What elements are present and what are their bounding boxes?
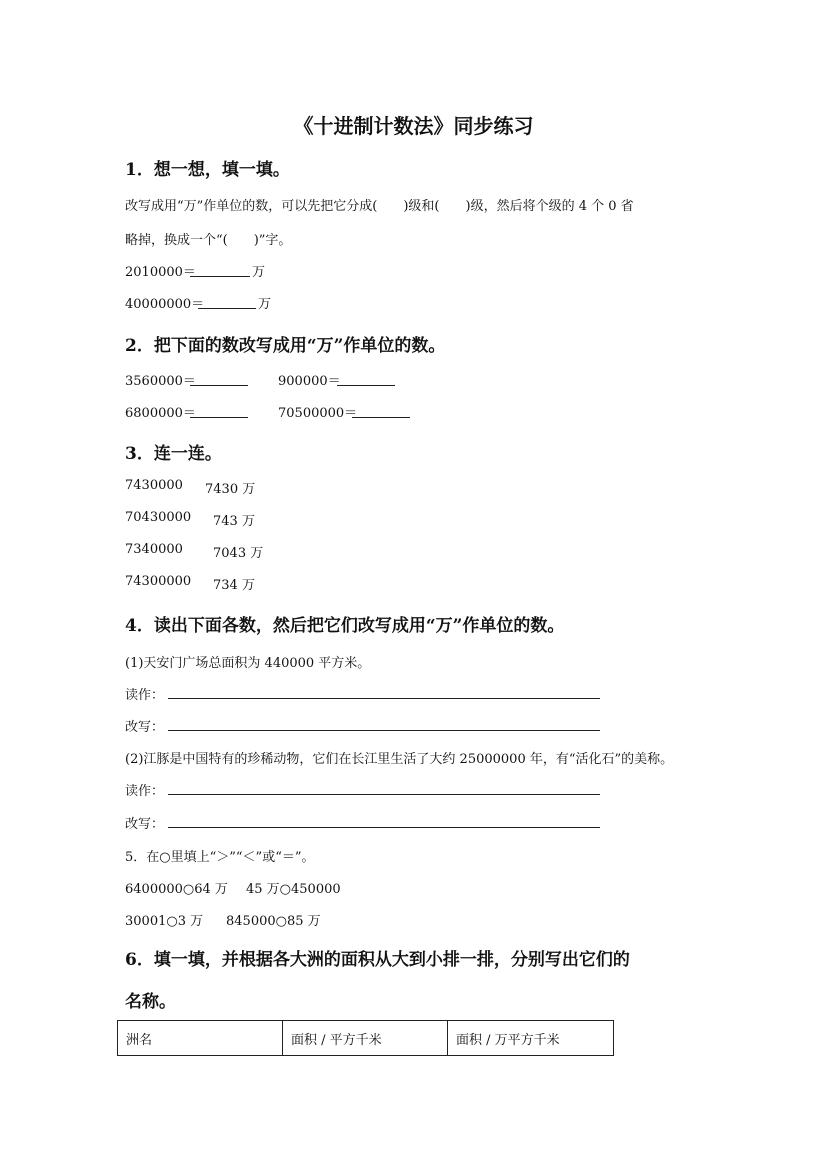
q3-right-2: 743 万 xyxy=(213,514,255,529)
q4-part1: (1)天安门广场总面积为 440000 平方米。 xyxy=(125,656,371,671)
q2-item-2-blank[interactable] xyxy=(337,385,395,386)
q1-item2-blank[interactable] xyxy=(198,308,256,309)
q4-part2-read-label: 读作： xyxy=(125,784,165,799)
q2-item-3-blank[interactable] xyxy=(190,417,248,418)
table-header-row xyxy=(118,1021,614,1056)
q6-heading-line2: 名称。 xyxy=(125,992,176,1012)
q4-part2: (2)江豚是中国特有的珍稀动物，它们在长江里生活了大约 25000000 年，有“活化石”的美称。 xyxy=(125,752,674,767)
q1-item1-blank[interactable] xyxy=(190,276,250,277)
q1-item1-left: 2010000＝ xyxy=(125,265,196,280)
q2-item-4-blank[interactable] xyxy=(352,417,410,418)
q4-part2-read-blank[interactable] xyxy=(168,794,600,795)
q1-item2-unit: 万 xyxy=(258,297,272,312)
q3-left-2: 70430000 xyxy=(125,510,192,525)
table-header-area-wan-sqkm: 面积 / 万平方千米 xyxy=(448,1021,614,1056)
table-header-area-sqkm: 面积 / 平方千米 xyxy=(283,1021,448,1056)
q4-part1-read-blank[interactable] xyxy=(168,698,600,699)
q3-left-1: 7430000 xyxy=(125,478,183,493)
q3-right-1: 7430 万 xyxy=(205,482,256,497)
q4-heading: 4．读出下面各数，然后把它们改写成用“万”作单位的数。 xyxy=(125,616,565,636)
table-header-continent: 洲名 xyxy=(118,1021,283,1056)
q4-part2-rewrite-label: 改写： xyxy=(125,817,165,832)
q2-item-3: 6800000＝ xyxy=(125,406,196,421)
q1-item2-left: 40000000＝ xyxy=(125,297,205,312)
q3-left-4: 74300000 xyxy=(125,574,192,589)
q5-item-1: 6400000○64 万 xyxy=(125,882,228,897)
page-title: 《十进制计数法》同步练习 xyxy=(293,114,534,138)
q2-item-1: 3560000＝ xyxy=(125,374,196,389)
q1-item1-unit: 万 xyxy=(252,265,266,280)
q4-part2-rewrite-blank[interactable] xyxy=(168,827,600,828)
q1-line1: 改写成用“万”作单位的数，可以先把它分成( )级和( )级，然后将个级的 4 个 0 省 xyxy=(125,199,634,214)
q6-heading-line1: 6．填一填，并根据各大洲的面积从大到小排一排，分别写出它们的 xyxy=(125,950,630,970)
q1-line2: 略掉，换成一个“( )”字。 xyxy=(125,233,292,248)
q3-right-3: 7043 万 xyxy=(213,546,264,561)
q3-heading: 3．连一连。 xyxy=(125,444,222,464)
q2-item-2: 900000＝ xyxy=(278,374,341,389)
q5-item-4: 845000○85 万 xyxy=(226,914,321,929)
q5-heading: 5．在○里填上“＞”“＜”或“＝”。 xyxy=(125,850,315,865)
q2-item-1-blank[interactable] xyxy=(190,385,248,386)
continent-area-table xyxy=(117,1020,614,1056)
q2-heading: 2．把下面的数改写成用“万”作单位的数。 xyxy=(125,336,446,356)
q5-item-3: 30001○3 万 xyxy=(125,914,204,929)
q2-item-4: 70500000＝ xyxy=(278,406,358,421)
q4-part1-rewrite-label: 改写： xyxy=(125,720,165,735)
q5-item-2: 45 万○450000 xyxy=(246,882,341,897)
q4-part1-rewrite-blank[interactable] xyxy=(168,730,600,731)
q3-left-3: 7340000 xyxy=(125,542,183,557)
q4-part1-read-label: 读作： xyxy=(125,688,165,703)
q3-right-4: 734 万 xyxy=(213,578,255,593)
q1-heading: 1．想一想，填一填。 xyxy=(125,160,290,180)
